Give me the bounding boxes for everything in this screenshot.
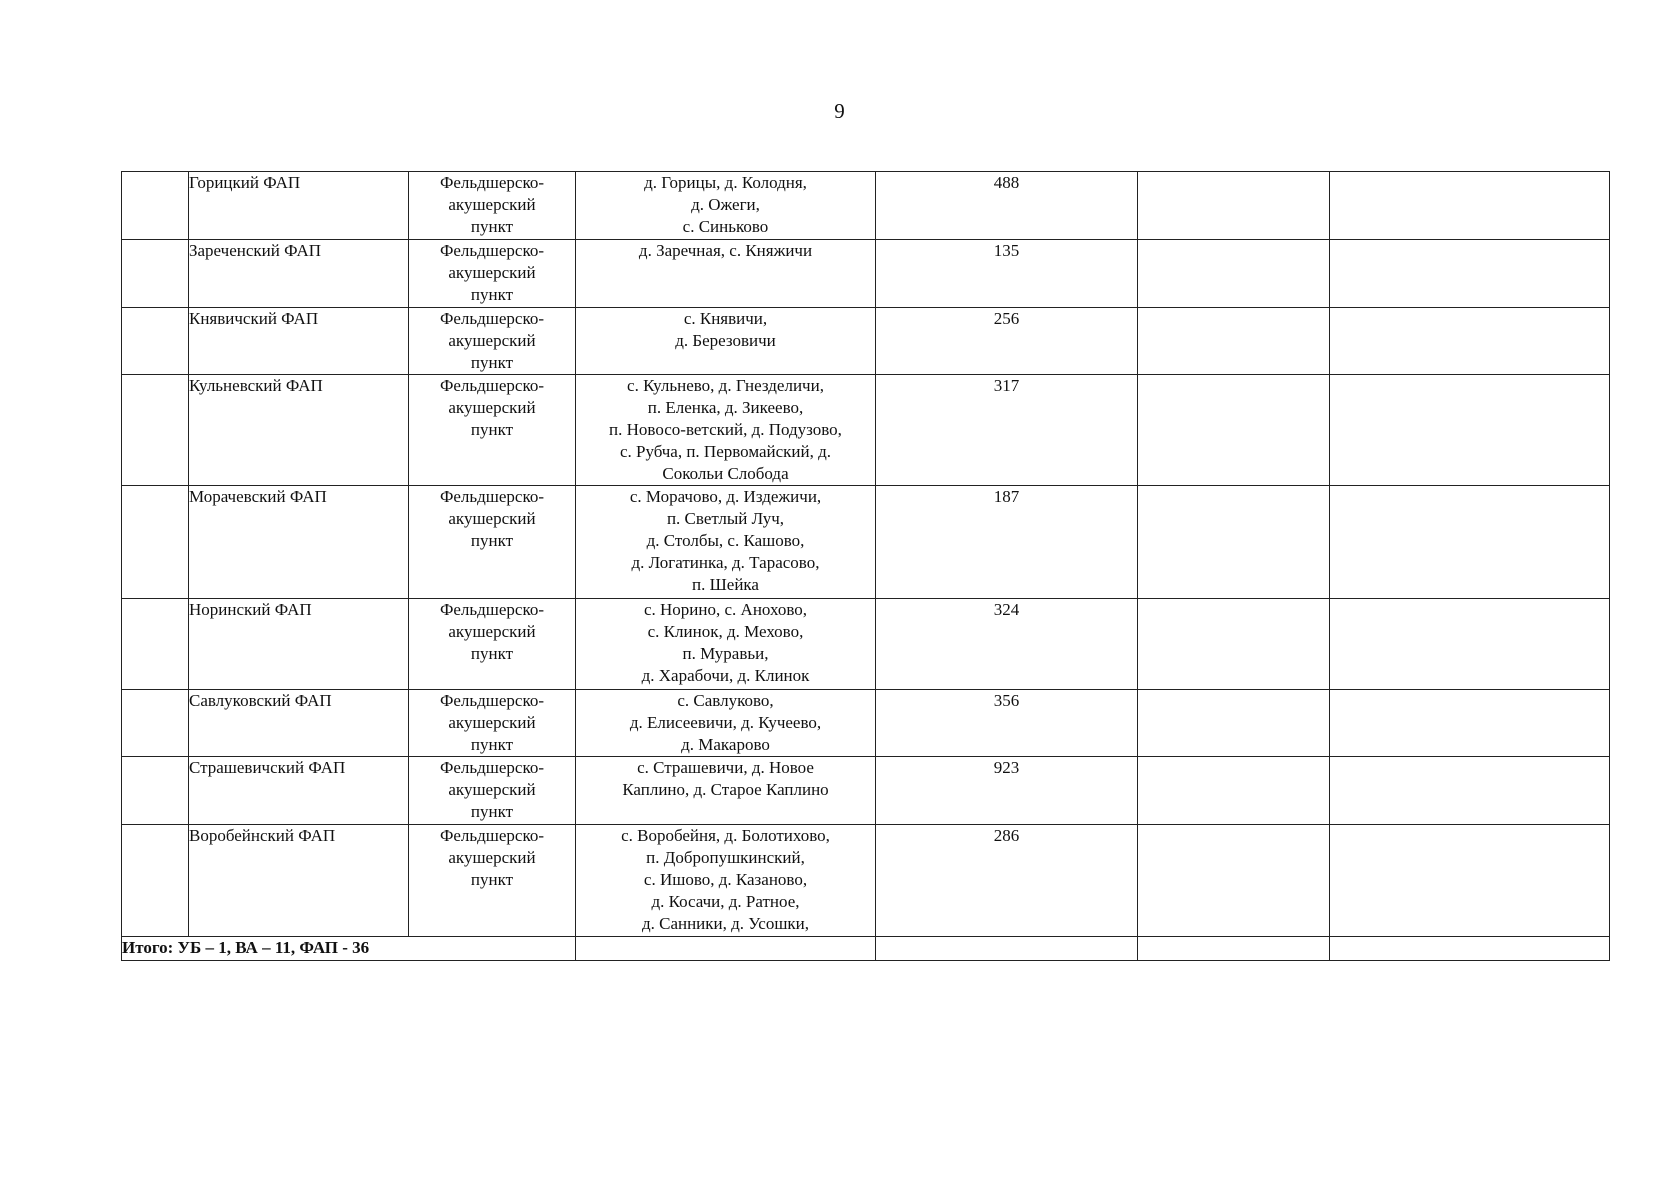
facility-name-cell: Савлуковский ФАП bbox=[189, 690, 409, 757]
village-line: д. Елисеевичи, д. Кучеево, bbox=[629, 713, 822, 732]
facility-type-line: акушерский bbox=[448, 848, 536, 867]
empty-cell bbox=[1330, 240, 1610, 308]
table-body bbox=[122, 172, 1610, 961]
facility-type-cell bbox=[409, 375, 576, 486]
page-number: 9 bbox=[834, 99, 845, 123]
village-line: д. Березовичи bbox=[675, 331, 776, 350]
facility-type-line: Фельдшерско- bbox=[439, 309, 545, 328]
facility-type-line: акушерский bbox=[448, 713, 536, 732]
facility-name-cell: Княвичский ФАП bbox=[189, 308, 409, 375]
facility-type-line: акушерский bbox=[448, 195, 536, 214]
facility-type-line: акушерский bbox=[448, 398, 536, 417]
village-line: с. Кульнево, д. Гнезделичи, bbox=[627, 376, 824, 395]
population-cell: 135 bbox=[876, 240, 1138, 308]
table-row bbox=[122, 825, 1610, 937]
table-row bbox=[122, 690, 1610, 757]
village-line: с. Воробейня, д. Болотихово, bbox=[621, 826, 830, 845]
village-line: с. Клинок, д. Мехово, bbox=[647, 622, 804, 641]
facility-name-cell: Зареченский ФАП bbox=[189, 240, 409, 308]
village-line: с. Ишово, д. Казаново, bbox=[643, 870, 808, 889]
facility-type-line: Фельдшерско- bbox=[439, 826, 545, 845]
village-line: д. Харабочи, д. Клинок bbox=[641, 666, 810, 685]
facility-type-line: Фельдшерско- bbox=[439, 758, 545, 777]
facility-type-line: пункт bbox=[470, 870, 514, 889]
facility-type-cell bbox=[409, 308, 576, 375]
population-cell: 488 bbox=[876, 172, 1138, 240]
facility-type-line: Фельдшерско- bbox=[439, 600, 545, 619]
facility-name-cell: Горицкий ФАП bbox=[189, 172, 409, 240]
empty-cell bbox=[1330, 757, 1610, 825]
village-line: д. Заречная, с. Княжичи bbox=[638, 241, 813, 260]
facility-type-cell bbox=[409, 757, 576, 825]
facility-name-cell: Страшевичский ФАП bbox=[189, 757, 409, 825]
row-number-cell bbox=[122, 172, 189, 240]
facility-type-line: акушерский bbox=[448, 331, 536, 350]
row-number-cell bbox=[122, 375, 189, 486]
village-line: д. Столбы, с. Кашово, bbox=[646, 531, 805, 550]
village-line: п. Добропушкинский, bbox=[646, 848, 805, 867]
village-line: п. Новосо-ветский, д. Подузово, bbox=[609, 420, 842, 439]
empty-cell bbox=[1138, 599, 1330, 690]
total-row bbox=[122, 937, 1610, 961]
village-line: с. Морачово, д. Издежичи, bbox=[629, 487, 822, 506]
village-line: п. Светлый Луч, bbox=[666, 509, 785, 528]
facility-type-line: акушерский bbox=[448, 622, 536, 641]
population-cell: 286 bbox=[876, 825, 1138, 937]
row-number-cell bbox=[122, 486, 189, 599]
facility-type-line: Фельдшерско- bbox=[439, 691, 545, 710]
empty-cell bbox=[1138, 757, 1330, 825]
empty-cell bbox=[1330, 172, 1610, 240]
village-line: д. Горицы, д. Колодня, bbox=[644, 173, 807, 192]
facility-type-line: Фельдшерско- bbox=[439, 173, 545, 192]
facility-type-line: пункт bbox=[470, 802, 514, 821]
row-number-cell bbox=[122, 825, 189, 937]
table-row bbox=[122, 486, 1610, 599]
row-number-cell bbox=[122, 308, 189, 375]
facility-type-line: Фельдшерско- bbox=[439, 241, 545, 260]
facility-type-cell bbox=[409, 825, 576, 937]
villages-cell bbox=[576, 308, 876, 375]
village-line: с. Рубча, п. Первомайский, д. bbox=[619, 442, 832, 461]
village-line: с. Страшевичи, д. Новое bbox=[637, 758, 814, 777]
village-line: с. Савлуково, bbox=[677, 691, 774, 710]
facility-name-cell: Воробейнский ФАП bbox=[189, 825, 409, 937]
village-line: с. Княвичи, bbox=[683, 309, 768, 328]
facility-type-cell bbox=[409, 240, 576, 308]
facility-type-cell bbox=[409, 690, 576, 757]
village-line: п. Шейка bbox=[692, 575, 759, 594]
empty-cell bbox=[1138, 937, 1330, 961]
empty-cell bbox=[1330, 308, 1610, 375]
empty-cell bbox=[1138, 690, 1330, 757]
facility-type-line: пункт bbox=[470, 420, 514, 439]
empty-cell bbox=[1330, 599, 1610, 690]
facility-type-line: Фельдшерско- bbox=[439, 487, 545, 506]
population-cell: 324 bbox=[876, 599, 1138, 690]
empty-cell bbox=[1138, 172, 1330, 240]
facility-type-line: Фельдшерско- bbox=[439, 376, 545, 395]
row-number-cell bbox=[122, 757, 189, 825]
table-row bbox=[122, 599, 1610, 690]
row-number-cell bbox=[122, 690, 189, 757]
facility-type-line: пункт bbox=[470, 285, 514, 304]
village-line: д. Ожеги, bbox=[691, 195, 760, 214]
facility-type-line: пункт bbox=[470, 644, 514, 663]
population-cell: 923 bbox=[876, 757, 1138, 825]
empty-cell bbox=[1330, 825, 1610, 937]
facility-type-line: акушерский bbox=[448, 263, 536, 282]
empty-cell bbox=[1138, 308, 1330, 375]
facility-name-cell: Норинский ФАП bbox=[189, 599, 409, 690]
empty-cell bbox=[876, 937, 1138, 961]
row-number-cell bbox=[122, 240, 189, 308]
facility-name-cell: Кульневский ФАП bbox=[189, 375, 409, 486]
facility-type-line: пункт bbox=[470, 531, 514, 550]
empty-cell bbox=[1330, 486, 1610, 599]
village-line: д. Логатинка, д. Тарасово, bbox=[631, 553, 820, 572]
facility-type-line: акушерский bbox=[448, 780, 536, 799]
village-line: д. Макарово bbox=[681, 735, 770, 754]
villages-cell bbox=[576, 375, 876, 486]
villages-cell bbox=[576, 172, 876, 240]
table-row bbox=[122, 240, 1610, 308]
facility-type-line: пункт bbox=[470, 353, 514, 372]
facility-type-cell bbox=[409, 599, 576, 690]
population-cell: 187 bbox=[876, 486, 1138, 599]
facilities-table bbox=[121, 171, 1610, 961]
facility-type-cell bbox=[409, 486, 576, 599]
villages-cell bbox=[576, 599, 876, 690]
empty-cell bbox=[576, 937, 876, 961]
population-cell: 356 bbox=[876, 690, 1138, 757]
population-cell: 317 bbox=[876, 375, 1138, 486]
facility-type-line: акушерский bbox=[448, 509, 536, 528]
facility-type-line: пункт bbox=[470, 217, 514, 236]
village-line: д. Косачи, д. Ратное, bbox=[651, 892, 800, 911]
table-row bbox=[122, 375, 1610, 486]
row-number-cell bbox=[122, 599, 189, 690]
village-line: Сокольи Слобода bbox=[662, 464, 789, 483]
facility-name-cell: Морачевский ФАП bbox=[189, 486, 409, 599]
village-line: с. Синьково bbox=[682, 217, 769, 236]
village-line: д. Санники, д. Усошки, bbox=[641, 914, 810, 933]
villages-cell bbox=[576, 690, 876, 757]
empty-cell bbox=[1330, 937, 1610, 961]
village-line: с. Норино, с. Анохово, bbox=[643, 600, 808, 619]
table-row bbox=[122, 757, 1610, 825]
empty-cell bbox=[1330, 375, 1610, 486]
villages-cell bbox=[576, 825, 876, 937]
village-line: Каплино, д. Старое Каплино bbox=[622, 780, 829, 799]
village-line: п. Еленка, д. Зикеево, bbox=[647, 398, 804, 417]
empty-cell bbox=[1138, 375, 1330, 486]
empty-cell bbox=[1330, 690, 1610, 757]
empty-cell bbox=[1138, 825, 1330, 937]
empty-cell bbox=[1138, 240, 1330, 308]
facility-type-cell bbox=[409, 172, 576, 240]
empty-cell bbox=[1138, 486, 1330, 599]
villages-cell bbox=[576, 486, 876, 599]
total-label: Итого: УБ – 1, ВА – 11, ФАП - 36 bbox=[122, 937, 576, 961]
village-line: п. Муравьи, bbox=[682, 644, 769, 663]
table-row bbox=[122, 172, 1610, 240]
table-row bbox=[122, 308, 1610, 375]
villages-cell bbox=[576, 757, 876, 825]
facility-type-line: пункт bbox=[470, 735, 514, 754]
population-cell: 256 bbox=[876, 308, 1138, 375]
villages-cell bbox=[576, 240, 876, 308]
